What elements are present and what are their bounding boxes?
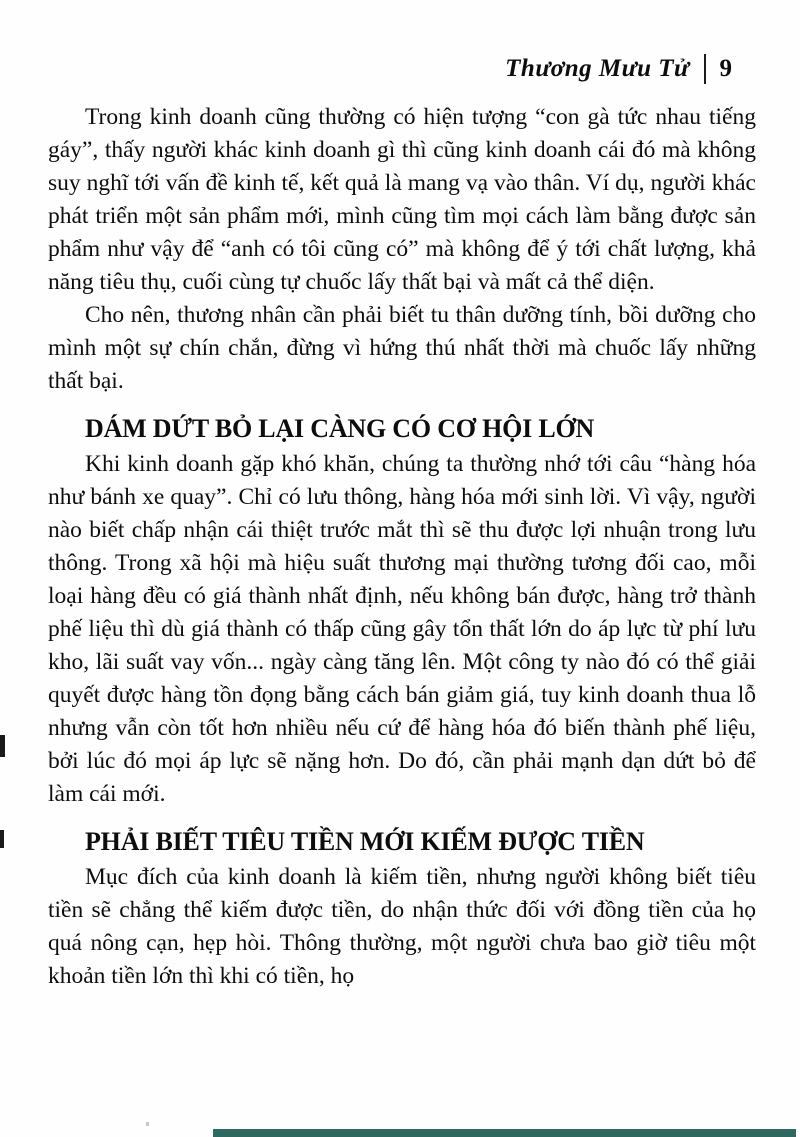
- section-heading: PHẢI BIẾT TIÊU TIỀN MỚI KIẾM ĐƯỢC TIỀN: [85, 827, 645, 856]
- paragraph: Mục đích của kinh doanh là kiếm tiền, nhưng người không biết tiêu tiền sẽ chẳng thể kiếm được tiền, do nhận thức đối với đồng tiền của họ quá nông cạn, hẹp hòi. Thông thường, một người chưa bao giờ tiêu một khoản tiền lớn thì khi có tiền, họ: [48, 864, 756, 989]
- running-header: [505, 54, 732, 84]
- scan-speck: [146, 1122, 149, 1126]
- paragraph: Trong kinh doanh cũng thường có hiện tượng “con gà tức nhau tiếng gáy”, thấy người khác kinh doanh gì thì cũng kinh doanh cái đó mà không suy nghĩ tới vấn đề kinh tế, kết quả là mang vạ vào thân. Ví dụ, người khác phát triển một sản phẩm mới, mình cũng tìm mọi cách làm bằng được sản phẩm như vậy để “anh có tôi cũng có” mà không để ý tới chất lượng, khả năng tiêu thụ, cuối cùng tự chuốc lấy thất bại và mất cả thể diện.: [48, 104, 756, 295]
- section-heading: DÁM DỨT BỎ LẠI CÀNG CÓ CƠ HỘI LỚN: [85, 414, 595, 443]
- page-number: 9: [719, 55, 732, 82]
- scan-artifact-left-1: [0, 735, 5, 757]
- paragraph: Khi kinh doanh gặp khó khăn, chúng ta thường nhớ tới câu “hàng hóa như bánh xe quay”. Chỉ có lưu thông, hàng hóa mới sinh lời. Vì vậy, người nào biết chấp nhận cái thiệt trước mắt thì sẽ thu được lợi nhuận trong lưu thông. Trong xã hội mà hiệu suất thương mại thường tương đối cao, mỗi loại hàng đều có giá thành nhất định, nếu không bán được, hàng trở thành phế liệu thì dù giá thành có thấp cũng gây tổn thất lớn do áp lực từ phí lưu kho, lãi suất vay vốn... ngày càng tăng lên. Một công ty nào đó có thể giải quyết được hàng tồn đọng bằng cách bán giảm giá, tuy kinh doanh thua lỗ nhưng vẫn còn tốt hơn nhiều nếu cứ để hàng hóa đó biến thành phế liệu, bởi lúc đó mọi áp lực sẽ nặng hơn. Do đó, cần phải mạnh dạn dứt bỏ để làm cái mới.: [48, 451, 756, 807]
- paragraph: Cho nên, thương nhân cần phải biết tu thân dưỡng tính, bồi dưỡng cho mình một sự chín chắn, đừng vì hứng thú nhất thời mà chuốc lấy những thất bại.: [48, 302, 756, 394]
- scan-artifact-bottom-bar: [213, 1129, 796, 1137]
- scan-artifact-left-2: [0, 830, 4, 848]
- header-divider: [704, 54, 706, 84]
- running-header-title: Thương Mưu Tử: [505, 55, 690, 82]
- page-body: [48, 101, 756, 993]
